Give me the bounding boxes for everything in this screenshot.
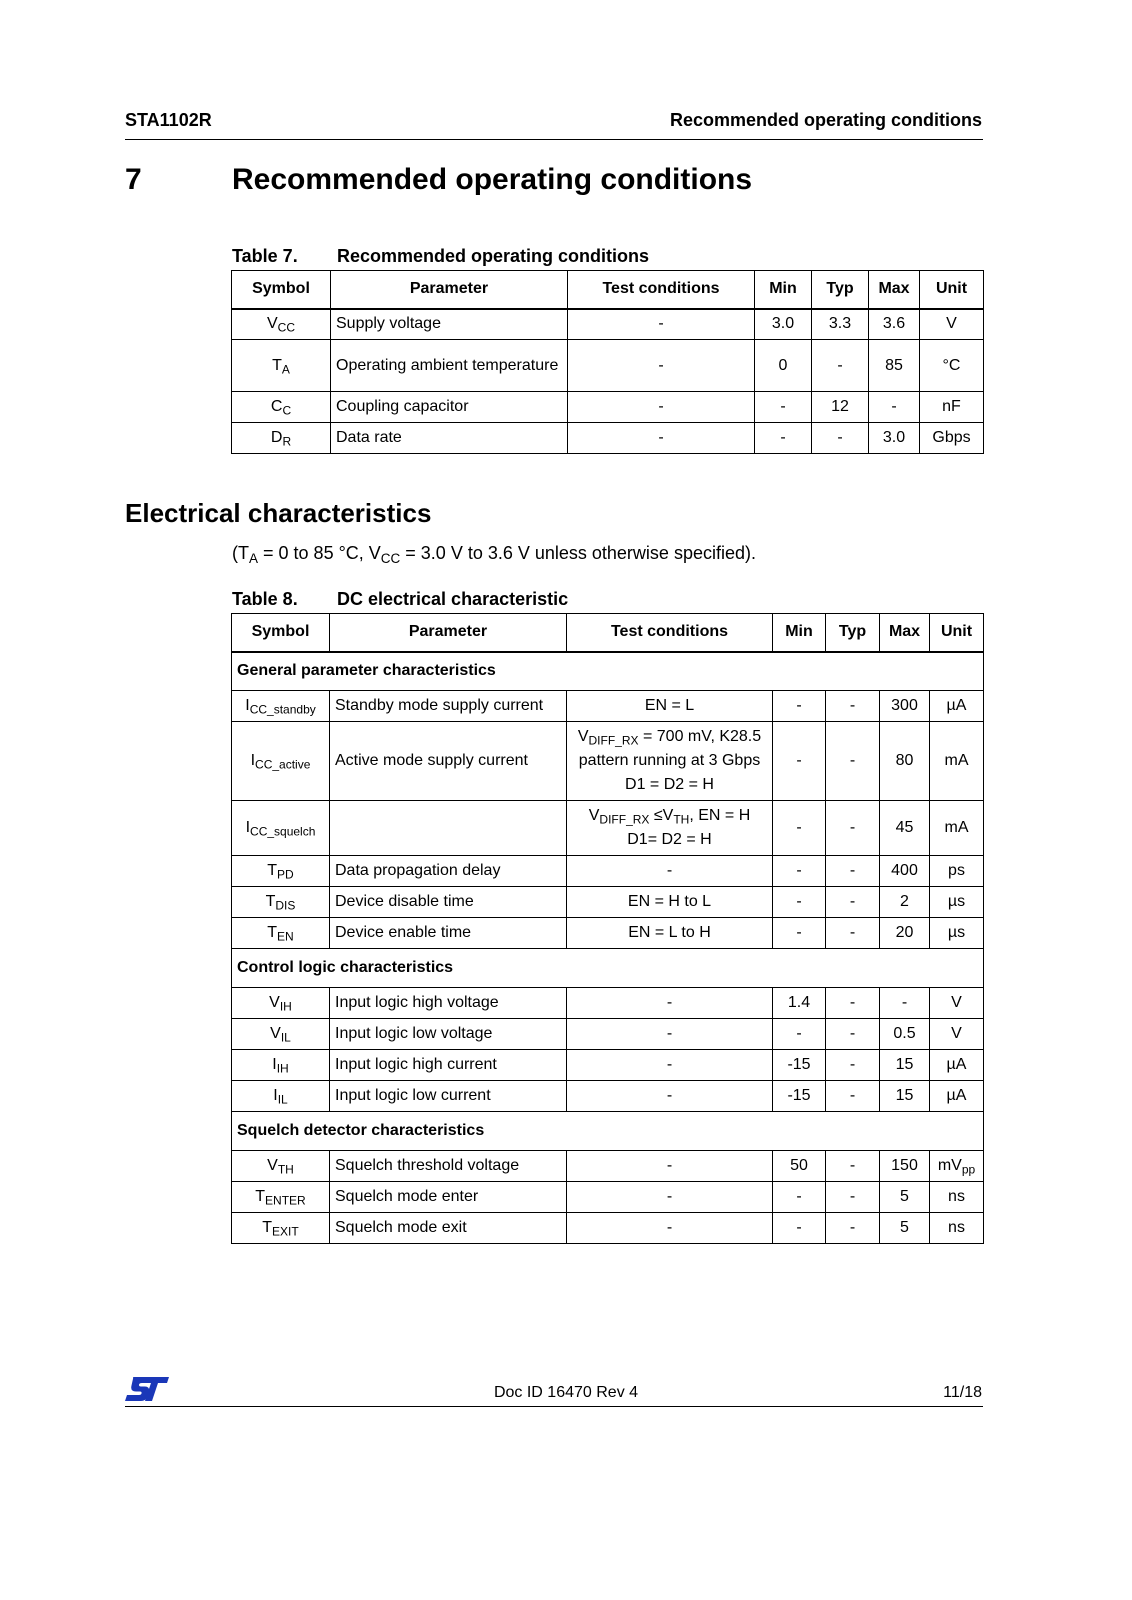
test-condition-line: - [666,1056,673,1073]
test-cell: - [568,392,755,423]
min-cell: 50 [773,1151,826,1182]
unit-cell: µA [930,1081,984,1112]
test-conditions-cell [567,988,773,1019]
group-title: Squelch detector characteristics [232,1112,984,1151]
min-cell: - [773,1213,826,1244]
table-row [232,722,984,801]
symbol-subscript: A [281,362,290,377]
column-header: Max [869,271,920,309]
symbol-cell [232,1081,330,1112]
parameter-cell: Squelch threshold voltage [330,1151,567,1182]
typ-cell: - [826,1151,880,1182]
symbol-letter: T [265,893,276,910]
symbol-cell [232,423,331,454]
unit-cell: nF [920,392,984,423]
symbol-letter: V [266,315,278,333]
group-title: Control logic characteristics [232,949,984,988]
table-row [232,918,984,949]
symbol-subscript: R [282,434,292,449]
symbol-subscript: IL [280,1030,291,1045]
symbol-letter: T [262,1219,273,1236]
parameter-cell: Input logic low voltage [330,1019,567,1050]
unit-cell: ns [930,1182,984,1213]
symbol-cell [232,856,330,887]
parameter-cell: Squelch mode exit [330,1213,567,1244]
test-conditions-cell [567,801,773,856]
typ-cell: - [812,340,869,392]
test-condition-line: - [666,1087,673,1104]
unit-cell: V [930,988,984,1019]
table8-caption [232,589,568,610]
test-conditions-cell [567,1182,773,1213]
max-cell: 2 [880,887,930,918]
typ-cell: - [826,722,880,801]
symbol-letter: I [245,819,251,836]
test-conditions-cell [567,1213,773,1244]
parameter-cell: Input logic high voltage [330,988,567,1019]
symbol-subscript: CC_standby [249,702,316,717]
parameter-cell: Input logic high current [330,1050,567,1081]
typ-cell: - [826,887,880,918]
test-cell: - [568,309,755,340]
column-header: Typ [826,614,880,652]
table-row [232,1151,984,1182]
typ-cell: - [826,1050,880,1081]
min-cell: -15 [773,1050,826,1081]
typ-cell: - [812,423,869,454]
electrical-characteristics-heading: Electrical characteristics [125,498,432,528]
test-conditions-cell [567,1050,773,1081]
table-row [232,392,984,423]
table-row [232,340,984,392]
unit-cell: ps [930,856,984,887]
symbol-cell [232,1151,330,1182]
test-condition-line: EN = L [644,697,695,714]
symbol-subscript: PD [277,867,294,882]
test-condition-line: - [666,1025,673,1042]
column-header: Symbol [232,614,330,652]
group-title: General parameter characteristics [232,652,984,691]
symbol-subscript: IH [279,999,292,1014]
symbol-cell [232,392,331,423]
max-cell: 20 [880,918,930,949]
symbol-cell [232,1019,330,1050]
max-cell: 15 [880,1050,930,1081]
symbol-subscript: C [282,403,292,418]
table-row [232,801,984,856]
parameter-cell [330,801,567,856]
unit-cell: $mV_{pp}$ [930,1151,984,1182]
table-row [232,1081,984,1112]
footer-rule [125,1406,983,1407]
test-condition-line: D1 = D2 = H [625,776,714,793]
test-conditions-cell [567,1019,773,1050]
symbol-letter: T [272,356,282,374]
footer-page-number: 11/18 [943,1384,982,1401]
min-cell: - [773,856,826,887]
symbol-cell [232,691,330,722]
max-cell: 0.5 [880,1019,930,1050]
symbol-letter: V [270,1025,281,1042]
operating-conditions-note: ($T_A = 0$ to 85 °C, $V_{CC} = 3.0$ V to 3.6 V unless otherwise specified). [232,543,756,567]
test-condition-line: $V_{DIFF\_RX} = 700$ mV, K28.5 [577,728,762,748]
parameter-cell: Device disable time [330,887,567,918]
column-header: Test conditions [567,614,773,652]
test-condition-line: - [666,1219,673,1236]
parameter-cell: Data propagation delay [330,856,567,887]
column-header: Max [880,614,930,652]
symbol-cell [232,309,331,340]
unit-cell: µA [930,1050,984,1081]
header-product: STA1102R [125,110,212,130]
max-cell: - [880,988,930,1019]
table7 [231,270,984,454]
min-cell: - [773,722,826,801]
table-row [232,988,984,1019]
test-condition-line: $V_{DIFF\_RX} \le V_{TH}$, EN = H [588,807,751,827]
unit-cell: V [920,309,984,340]
test-conditions-cell [567,722,773,801]
symbol-subscript: IL [277,1092,288,1107]
test-condition-line: D1= D2 = H [627,831,712,848]
parameter-cell: Input logic low current [330,1081,567,1112]
symbol-cell [232,1050,330,1081]
group-row [232,949,984,988]
table-row [232,423,984,454]
group-row [232,652,984,691]
symbol-subscript: EXIT [272,1224,299,1239]
max-cell: 15 [880,1081,930,1112]
symbol-subscript: CC [277,320,295,335]
parameter-cell: Coupling capacitor [331,392,568,423]
unit-cell: V [930,1019,984,1050]
symbol-cell [232,1182,330,1213]
min-cell: 3.0 [755,309,812,340]
typ-cell: - [826,1081,880,1112]
symbol-letter: C [270,398,283,415]
symbol-subscript: CC_squelch [250,824,316,839]
parameter-cell: Supply voltage [331,309,568,340]
symbol-letter: I [250,752,256,769]
table8-caption-number: Table 8. [232,589,298,609]
footer-doc-id: Doc ID 16470 Rev 4 [493,1384,639,1401]
symbol-subscript: CC_active [255,757,311,772]
test-condition-line: - [666,1188,673,1205]
unit-cell: µs [930,918,984,949]
max-cell: 400 [880,856,930,887]
symbol-letter: T [255,1188,266,1205]
unit-cell: µs [930,887,984,918]
symbol-cell [232,988,330,1019]
column-header: Parameter [331,271,568,309]
symbol-letter: I [273,1087,278,1104]
typ-cell: - [826,691,880,722]
max-cell: 85 [869,340,920,392]
section-title: Recommended operating conditions [232,163,753,196]
test-cell: - [568,340,755,392]
typ-cell: - [826,988,880,1019]
parameter-cell: Operating ambient temperature [331,340,568,392]
symbol-cell [232,801,330,856]
min-cell: - [755,392,812,423]
symbol-subscript: IH [276,1061,289,1076]
table-row [232,1213,984,1244]
table-row [232,887,984,918]
column-header: Symbol [232,271,331,309]
test-condition-line: - [666,994,673,1011]
parameter-cell: Squelch mode enter [330,1182,567,1213]
min-cell: - [773,801,826,856]
max-cell: 5 [880,1182,930,1213]
test-condition-line: EN = L to H [628,924,711,941]
test-conditions-cell [567,918,773,949]
min-cell: 1.4 [773,988,826,1019]
min-cell: - [755,423,812,454]
table-row [232,1050,984,1081]
test-conditions-cell [567,1081,773,1112]
table7-caption-number: Table 7. [232,246,298,266]
parameter-cell: Active mode supply current [330,722,567,801]
column-header: Unit [930,614,984,652]
test-condition-line: pattern running at 3 Gbps [578,752,761,769]
table7-header-row [232,271,984,309]
header-rule [125,139,983,140]
min-cell: 0 [755,340,812,392]
symbol-letter: D [270,429,283,446]
symbol-cell [232,340,331,392]
max-cell: 150 [880,1151,930,1182]
table-row [232,309,984,340]
table8-caption-title: DC electrical characteristic [337,589,569,609]
max-cell: 5 [880,1213,930,1244]
test-conditions-cell [567,1151,773,1182]
symbol-letter: I [245,697,250,714]
typ-cell: 3.3 [812,309,869,340]
column-header: Unit [920,271,984,309]
test-condition-line: EN = H to L [627,893,712,910]
symbol-letter: I [272,1056,277,1073]
unit-cell: Gbps [920,423,984,454]
symbol-letter: T [267,862,278,879]
min-cell: - [773,918,826,949]
min-cell: - [773,691,826,722]
unit-cell: mA [930,722,984,801]
unit-cell: mA [930,801,984,856]
symbol-letter: V [269,994,280,1011]
symbol-subscript: DIS [275,898,296,913]
typ-cell: - [826,918,880,949]
max-cell: 300 [880,691,930,722]
column-header: Min [755,271,812,309]
column-header: Min [773,614,826,652]
table7-caption [232,246,649,267]
parameter-cell: Data rate [331,423,568,454]
min-cell: - [773,1182,826,1213]
symbol-cell [232,887,330,918]
table-row [232,1019,984,1050]
symbol-cell [232,1213,330,1244]
max-cell: - [869,392,920,423]
typ-cell: - [826,1213,880,1244]
symbol-cell [232,722,330,801]
table8-header-row [232,614,984,652]
table-row [232,856,984,887]
min-cell: - [773,887,826,918]
header-section: Recommended operating conditions [669,110,982,130]
test-conditions-cell [567,856,773,887]
max-cell: 45 [880,801,930,856]
table-row [232,1182,984,1213]
max-cell: 3.6 [869,309,920,340]
parameter-cell: Standby mode supply current [330,691,567,722]
column-header: Typ [812,271,869,309]
unit-cell: µA [930,691,984,722]
test-cell: - [568,423,755,454]
symbol-letter: T [267,924,278,941]
typ-cell: - [826,856,880,887]
symbol-cell [232,918,330,949]
parameter-cell: Device enable time [330,918,567,949]
unit-cell: °C [920,340,984,392]
min-cell: - [773,1019,826,1050]
column-header: Parameter [330,614,567,652]
group-row [232,1112,984,1151]
unit-cell: ns [930,1213,984,1244]
symbol-subscript: ENTER [265,1193,306,1208]
max-cell: 80 [880,722,930,801]
symbol-subscript: EN [277,929,294,944]
test-conditions-cell [567,691,773,722]
test-condition-line: - [666,862,673,879]
min-cell: -15 [773,1081,826,1112]
table8 [231,613,984,1244]
column-header: Test conditions [568,271,755,309]
typ-cell: 12 [812,392,869,423]
typ-cell: - [826,1182,880,1213]
table-row [232,691,984,722]
symbol-letter: V [267,1157,278,1174]
table7-caption-title: Recommended operating conditions [337,246,650,266]
symbol-subscript: TH [277,1162,294,1177]
test-condition-line: - [666,1157,673,1174]
typ-cell: - [826,801,880,856]
test-conditions-cell [567,887,773,918]
max-cell: 3.0 [869,423,920,454]
typ-cell: - [826,1019,880,1050]
section-number: 7 [125,163,142,196]
